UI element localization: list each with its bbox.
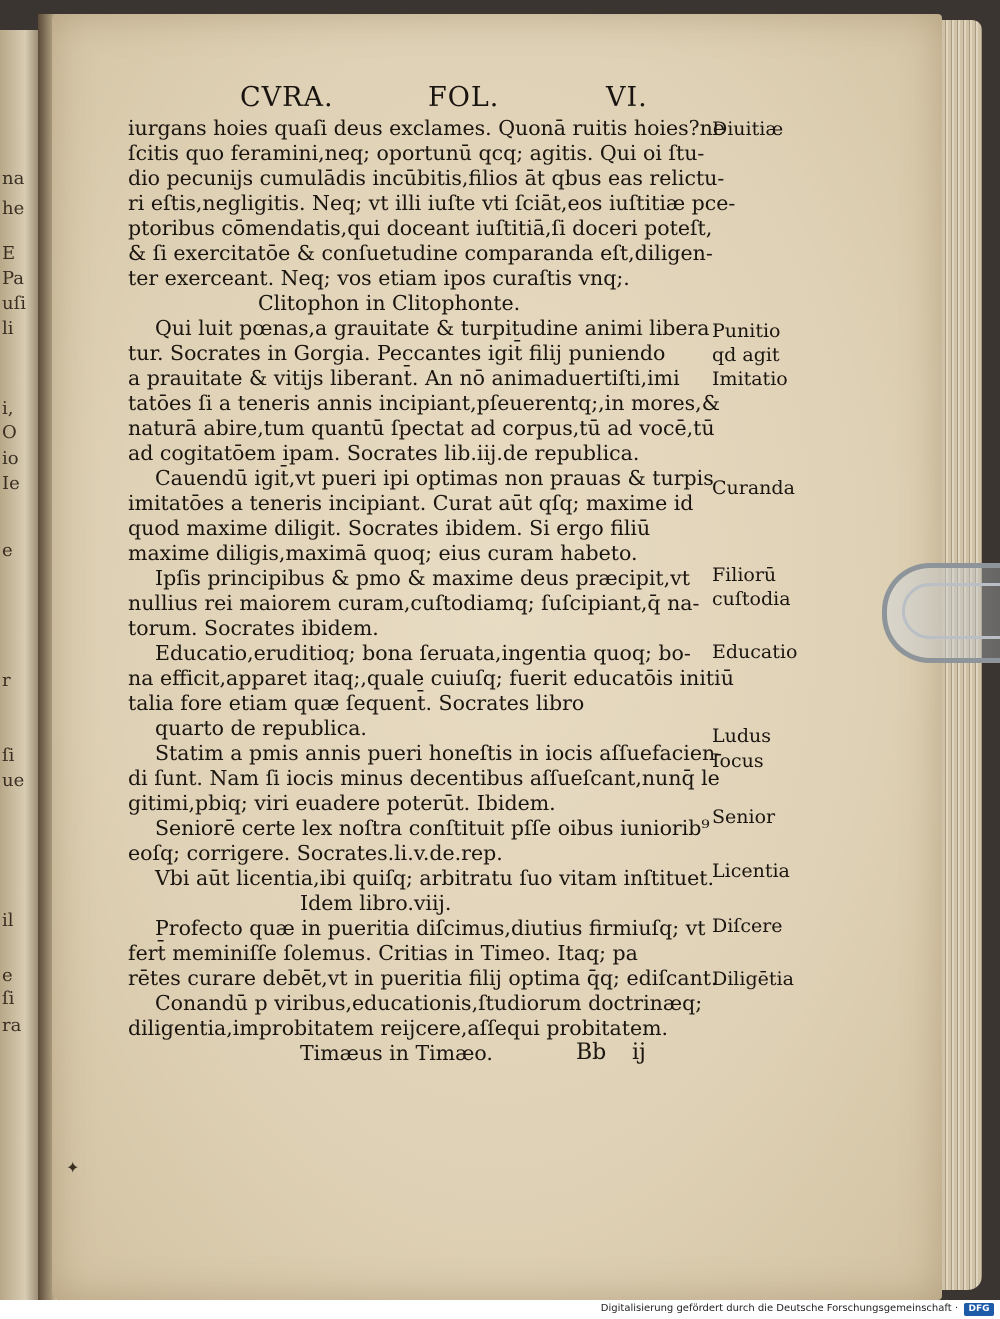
margin-note: Diuitiæ	[712, 118, 784, 140]
left-fragment: Ie	[2, 473, 20, 494]
text-line: gitimi,pbiq; viri euadere poterūt. Ibidem.	[128, 791, 556, 815]
text-line: a prauitate & vitijs liberant̄. An nō animaduertiſti,imi	[128, 366, 680, 390]
margin-note: Diſcere	[712, 915, 783, 937]
text-line: rētes curare debēt,vt in pueritia filij optima q̄q; ediſcant.	[128, 966, 718, 990]
text-line: Ipſis principibus & pmo & maxime deus præcipit,vt	[155, 566, 690, 590]
text-line: & ſi exercitatōe & conſuetudine comparanda eſt,diligen-	[128, 241, 713, 265]
margin-note: Ludus	[712, 725, 772, 747]
left-fragment: ue	[2, 770, 25, 791]
text-line: naturā abire,tum quantū ſpectat ad corpus,tū ad vocē,tū	[128, 416, 715, 440]
left-fragment: na	[2, 168, 25, 189]
text-line: dio pecunijs cumulādis incūbitis,filios āt qbus eas relictu-	[128, 166, 725, 190]
text-line: ri eſtis,negligitis. Neq; vt illi iuſte vti ſciāt,eos iuſtitiæ pce-	[128, 191, 736, 215]
margin-note: Licentia	[712, 860, 790, 882]
margin-note: Punitio	[712, 320, 781, 342]
text-line: talia fore etiam quæ ſequent̄. Socrates libro	[128, 691, 585, 715]
text-line: Vbi aūt licentia,ibi quiſq; arbitratu ſuo vitam inſtituet.	[155, 866, 714, 890]
left-fragment: ſi	[2, 745, 15, 766]
left-fragment: e	[2, 540, 13, 561]
ink-speck: ✦	[66, 1158, 80, 1177]
text-line: eoſq; corrigere. Socrates.li.v.de.rep.	[128, 841, 503, 865]
text-line: ad cogitatōem ipam. Socrates lib.iij.de republica.	[128, 441, 640, 465]
text-line: maxime diligis,maximā quoq; eius curam habeto.	[128, 541, 638, 565]
text-line: quarto de republica.	[155, 716, 367, 740]
text-line: iurgans hoies quaſi deus exclames. Quonā ruitis hoies?ne	[128, 116, 725, 140]
margin-note: Imitatio	[712, 368, 788, 390]
dfg-logo: DFG	[964, 1303, 994, 1316]
margin-note: Educatio	[712, 641, 798, 663]
text-line: di ſunt. Nam ſi iocis minus decentibus aſſueſcant,nunq̄ le	[128, 766, 720, 790]
text-line: ſcitis quo feramini,neq; oportunū qcq; agitis. Qui oi ſtu-	[128, 141, 705, 165]
page-clip-inner	[902, 583, 1000, 639]
margin-note: cuſtodia	[712, 588, 791, 610]
text-line: imitatōes a teneris incipiant. Curat aūt qſq; maxime id	[128, 491, 694, 515]
text-line: Educatio,eruditioq; bona ſeruata,ingentia quoq; bo-	[155, 641, 691, 665]
funding-notice: Digitalisierung gefördert durch die Deutsche Forschungsgemeinschaft ·	[600, 1303, 958, 1314]
left-fragment: i,	[2, 398, 14, 419]
citation-line: Clitophon in Clitophonte.	[258, 291, 521, 315]
left-fragment: ra	[2, 1015, 22, 1036]
text-line: quod maxime diligit. Socrates ibidem. Si ergo filiū	[128, 516, 651, 540]
text-line: Seniorē certe lex noſtra conſtituit pſſe oibus iuniorib⁹	[155, 816, 710, 840]
text-line: Qui luit pœnas,a grauitate & turpitudine animi libera	[155, 316, 710, 340]
citation-line: Timæus in Timæo.	[300, 1041, 493, 1065]
left-fragment: he	[2, 198, 25, 219]
text-line: ter exerceant. Neq; vos etiam ipos curaſtis vnq;.	[128, 266, 630, 290]
running-head-center: FOL.	[428, 82, 500, 113]
left-fragment: ſi	[2, 988, 15, 1009]
left-fragment: E	[2, 243, 16, 264]
text-line: Conandū p viribus,educationis,ſtudiorum doctrinæq;	[155, 991, 703, 1015]
margin-note: Curanda	[712, 477, 795, 499]
left-fragment: r	[2, 670, 11, 691]
text-line: Profecto quæ in pueritia diſcimus,diutius firmiuſq; vt	[155, 916, 706, 940]
citation-line: Idem libro.viij.	[300, 891, 452, 915]
margin-note: Diligētia	[712, 968, 794, 990]
left-fragment: O	[2, 422, 17, 443]
folio-number: VI.	[606, 82, 648, 113]
left-page-edge	[0, 30, 42, 1300]
running-head-left: CVRA.	[240, 82, 334, 113]
left-fragment: il	[2, 910, 14, 931]
text-line: nullius rei maiorem curam,cuſtodiamq; ſuſcipiant,q̄ na-	[128, 591, 700, 615]
text-line: torum. Socrates ibidem.	[128, 616, 379, 640]
left-fragment: e	[2, 965, 13, 986]
left-fragment: io	[2, 448, 19, 469]
text-line: fert̄ meminiſſe ſolemus. Critias in Timeo. Itaq; pa	[128, 941, 638, 965]
text-line: na efficit,apparet itaq;,quale cuiuſq; fuerit educatōis initiū	[128, 666, 734, 690]
signature-number: ij	[632, 1040, 646, 1065]
margin-note: Senior	[712, 806, 776, 828]
margin-note: qd agit	[712, 344, 780, 366]
text-line: Statim a pmis annis pueri honeſtis in iocis aſſuefacien-	[155, 741, 723, 765]
text-line: tatōes ſi a teneris annis incipiant,pſeuerentq;,in mores,&	[128, 391, 720, 415]
footer-bar	[0, 1300, 1000, 1319]
left-fragment: Pa	[2, 268, 25, 289]
left-fragment: uſi	[2, 293, 27, 314]
margin-note: Iocus	[712, 750, 764, 772]
text-line: diligentia,improbitatem reijcere,aſſequi probitatem.	[128, 1016, 669, 1040]
margin-note: Filiorū	[712, 564, 777, 586]
left-fragment: li	[2, 318, 14, 339]
signature-mark: Bb	[576, 1040, 607, 1065]
text-line: tur. Socrates in Gorgia. Peccantes igit̄ filij puniendo	[128, 341, 666, 365]
text-line: ptoribus cōmendatis,qui doceant iuſtitiā,ſi doceri poteſt,	[128, 216, 713, 240]
text-line: Cauendū igit̄,vt pueri ipi optimas non prauas & turpis	[155, 466, 714, 490]
